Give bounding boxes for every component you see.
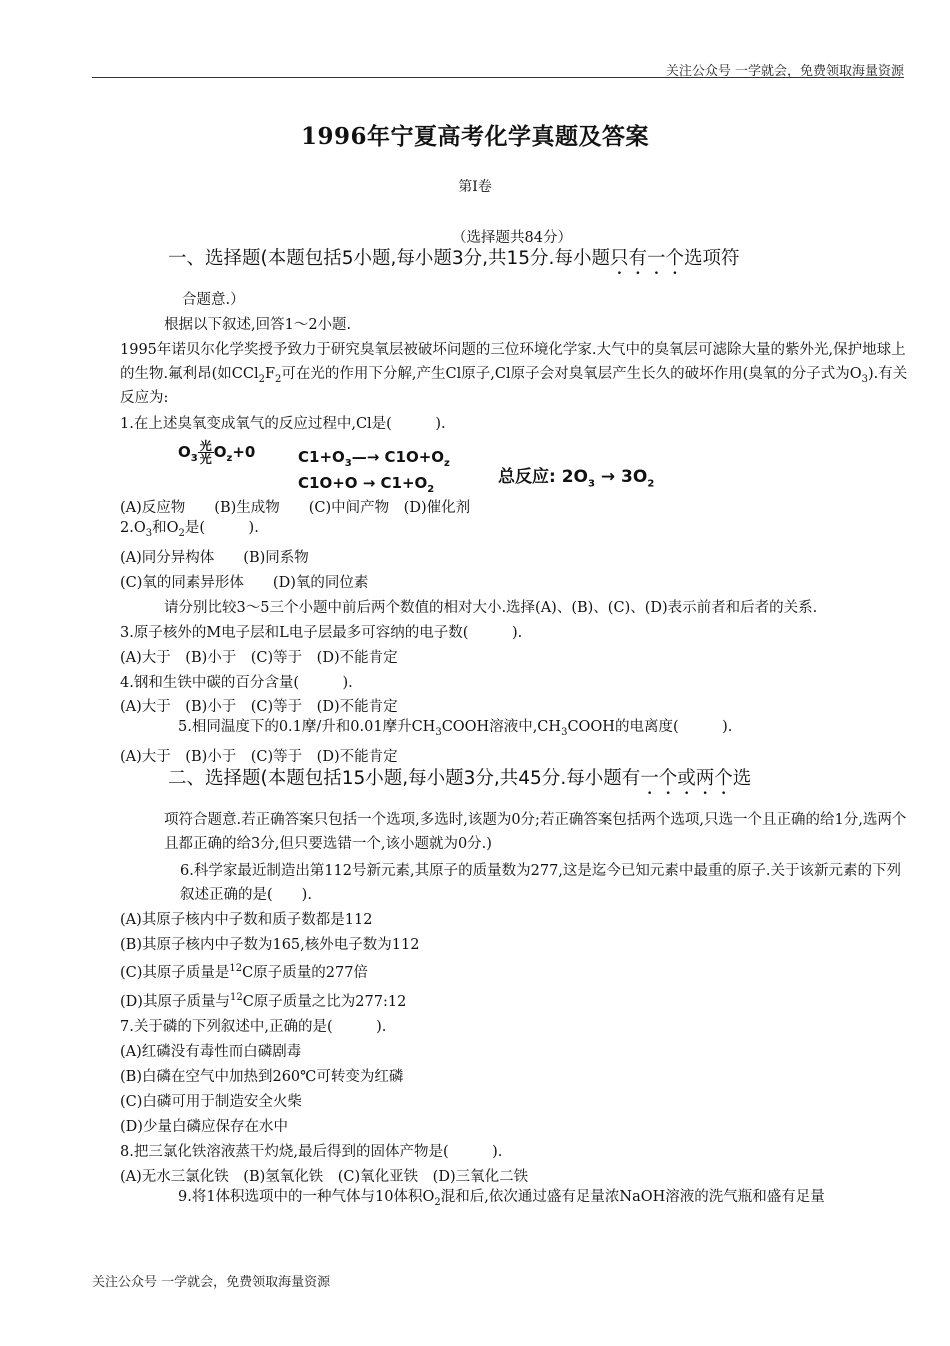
formula-total: 总反应: $2O_3 \to 3O_2$ bbox=[498, 467, 655, 490]
formula-2: $C1+O_3—\to C1O+O_z$ bbox=[298, 448, 450, 469]
question-6-option-d: (D)其原子质量与$^{12}$C原子质量之比为277:12 bbox=[120, 992, 407, 1010]
section2-instructions: 项符合题意.若正确答案只包括一个选项,多选时,该题为0分;若正确答案包括两个选项,只选一个且正确的给1分,选两个且都正确的给3分,但只要选错一个,该小题就为0分.) bbox=[164, 812, 907, 852]
reaction-condition: $\frac{\text{光}}{\text{光}}$ bbox=[199, 439, 212, 466]
question-1-options: (A)反应物 (B)生成物 (C)中间产物 (D)催化剂 bbox=[120, 500, 471, 516]
passage: 1995年诺贝尔化学奖授予致力于研究臭氧层被破坏问题的三位环境化学家.大气中的臭氧层可滤除大量的紫外光,保护地球上的生物.氟利昂(如$CCl_2F_2$可在光的作用下分解,产生Cl原子,Cl原子会对臭氧层产生长久的破坏作用(臭氧的分子式为$O_3$).有关反应为: bbox=[120, 342, 908, 406]
question-6-option-a: (A)其原子核内中子数和质子数都是112 bbox=[120, 912, 373, 928]
section2-heading-emphasis: 一个或两个 bbox=[640, 768, 733, 789]
volume-label: 第I卷 bbox=[458, 179, 492, 195]
question-7-option-c: (C)白磷可用于制造安全火柴 bbox=[120, 1094, 302, 1110]
section1-heading-cont: 合题意.） bbox=[182, 292, 245, 308]
question-7-option-a: (A)红磷没有毒性而白磷剧毒 bbox=[120, 1044, 302, 1060]
question-6-option-b: (B)其原子核内中子数为165,核外电子数为112 bbox=[120, 937, 420, 953]
footer-text: 关注公众号 一学就会，免费领取海量资源 bbox=[92, 1275, 331, 1290]
intro-text: 根据以下叙述,回答1～2小题. bbox=[164, 317, 352, 333]
question-7-option-b: (B)白磷在空气中加热到260℃可转变为红磷 bbox=[120, 1069, 404, 1085]
question-7-option-d: (D)少量白磷应保存在水中 bbox=[120, 1119, 288, 1135]
question-2: $2.O_3$和$O_2$是( ). bbox=[120, 520, 259, 539]
section1-heading-a: 一、选择题(本题包括5小题,每小题3分,共15分.每小题 bbox=[168, 248, 610, 269]
question-3-options: (A)大于 (B)小于 (C)等于 (D)不能肯定 bbox=[120, 650, 398, 666]
header-text: 关注公众号 一学就会，免费领取海量资源 bbox=[665, 64, 904, 79]
page-title: 1996年宁夏高考化学真题及答案 bbox=[300, 123, 649, 150]
question-7: 7.关于磷的下列叙述中,正确的是( ). bbox=[120, 1019, 387, 1035]
question-6: 6.科学家最近制造出第112号新元素,其原子的质量数为277,这是迄今已知元素中最重的原子.关于该新元素的下列叙述正确的是( ). bbox=[180, 863, 902, 903]
section1-heading-emphasis: 只有一个 bbox=[609, 248, 684, 269]
section2-heading: 二、选择题(本题包括15小题,每小题3分,共45分.每小题有一个或两个选 bbox=[168, 768, 752, 789]
header-rule bbox=[92, 77, 904, 78]
question-6-option-c: (C)其原子质量是$^{12}$C原子质量的277倍 bbox=[120, 963, 368, 981]
formula-1: $O_3$ $\frac{\text{光}}{\text{光}}$ $O_z+0$ bbox=[178, 439, 256, 466]
section1-heading bbox=[168, 248, 739, 279]
section1-score: （选择题共84分） bbox=[452, 230, 572, 246]
question-1: 1.在上述臭氧变成氧气的反应过程中,Cl是( ). bbox=[120, 416, 446, 432]
question-2-options-2: (C)氧的同素异形体 (D)氧的同位素 bbox=[120, 575, 369, 591]
question-4-options: (A)大于 (B)小于 (C)等于 (D)不能肯定 bbox=[120, 699, 398, 715]
question-9: 9.将1体积选项中的一种气体与10体积$O_2$混和后,依次通过盛有足量浓NaOH溶液的洗气瓶和盛有足量 bbox=[178, 1189, 825, 1208]
section1-heading-b: 选项符 bbox=[683, 248, 740, 269]
question-4: 4.钢和生铁中碳的百分含量( ). bbox=[120, 675, 353, 691]
question-8: 8.把三氯化铁溶液蒸干灼烧,最后得到的固体产物是( ). bbox=[120, 1144, 503, 1160]
question-5-options: (A)大于 (B)小于 (C)等于 (D)不能肯定 bbox=[120, 749, 398, 765]
question-5: 5.相同温度下的0.1摩/升和0.01摩升$CH_3COOH$溶液中$,CH_3COOH$的电离度( ). bbox=[178, 719, 733, 738]
formula-3: $C1O+O \to C1+O_2$ bbox=[298, 474, 435, 495]
intro-text-2: 请分别比较3～5三个小题中前后两个数值的相对大小.选择(A)、(B)、(C)、(D)表示前者和后者的关系. bbox=[164, 600, 818, 616]
question-2-options-1: (A)同分异构体 (B)同系物 bbox=[120, 550, 309, 566]
question-3: 3.原子核外的M电子层和L电子层最多可容纳的电子数( ). bbox=[120, 625, 523, 641]
question-8-options: (A)无水三氯化铁 (B)氢氧化铁 (C)氧化亚铁 (D)三氧化二铁 bbox=[120, 1169, 529, 1185]
